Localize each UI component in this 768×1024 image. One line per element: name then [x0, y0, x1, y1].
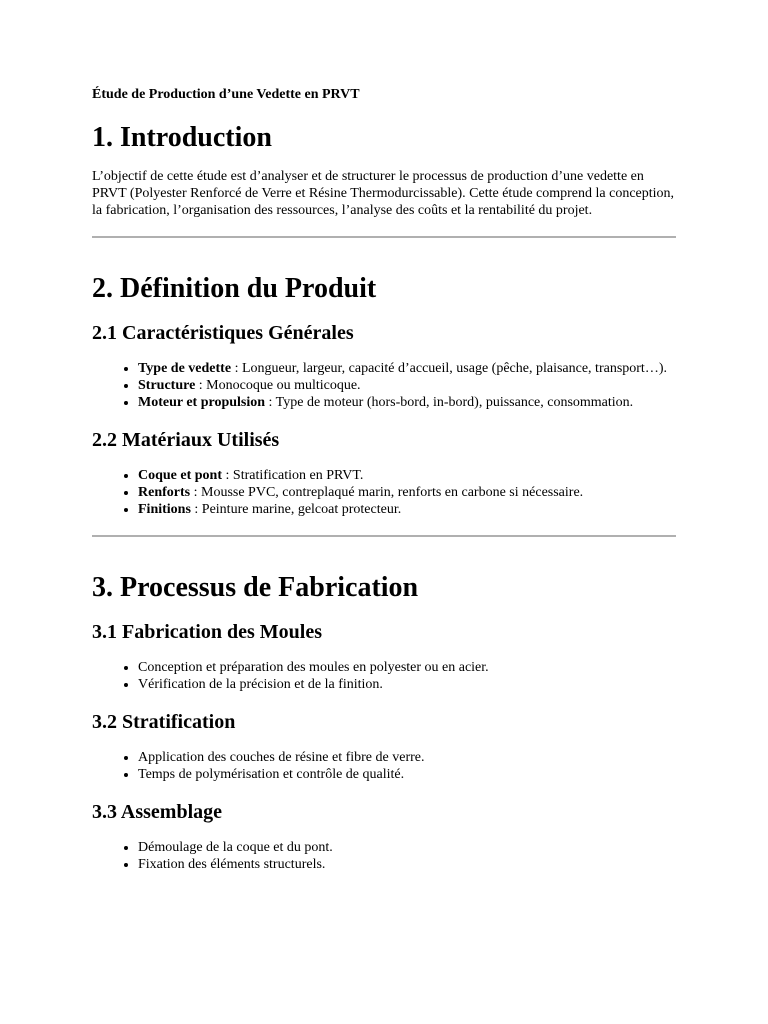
- section-heading-introduction: 1. Introduction: [92, 122, 272, 153]
- list-item: [138, 360, 676, 377]
- list-item: • Fixation des éléments structurels.: [138, 856, 676, 873]
- section-heading-definition: 2. Définition du Produit: [92, 273, 377, 304]
- assembly-list: [92, 839, 676, 873]
- list-item-term: Finitions: [138, 502, 191, 517]
- list-item-term: Type de vedette: [138, 361, 232, 376]
- list-item: [138, 467, 676, 484]
- list-item-text: : Type de moteur (hors-bord, in-bord), puissance, consommation.: [265, 395, 634, 410]
- list-item: [138, 501, 676, 518]
- section-divider: [92, 535, 676, 537]
- list-item: [138, 377, 676, 394]
- list-item-term: Moteur et propulsion: [138, 395, 266, 410]
- list-item-text: : Peinture marine, gelcoat protecteur.: [190, 502, 402, 517]
- stratification-list: [92, 749, 676, 783]
- list-item-text: : Longueur, largeur, capacité d’accueil, usage (pêche, plaisance, transport…).: [231, 361, 667, 376]
- molds-list: [92, 659, 676, 693]
- list-item: • Application des couches de résine et fibre de verre.: [138, 749, 676, 766]
- list-item-text: : Monocoque ou multicoque.: [195, 378, 361, 393]
- subsection-heading-assembly: 3.3 Assemblage: [92, 801, 222, 823]
- list-item-term: Coque et pont: [138, 468, 223, 483]
- document-title: Étude de Production d’une Vedette en PRVT: [92, 87, 360, 102]
- list-item: • Temps de polymérisation et contrôle de qualité.: [138, 766, 676, 783]
- subsection-heading-characteristics: 2.1 Caractéristiques Générales: [92, 322, 354, 344]
- list-item: [138, 484, 676, 501]
- characteristics-list: [92, 360, 676, 411]
- list-item-text: : Stratification en PRVT.: [222, 468, 364, 483]
- section-heading-process: 3. Processus de Fabrication: [92, 572, 419, 603]
- list-item-text: : Mousse PVC, contreplaqué marin, renforts en carbone si nécessaire.: [190, 485, 584, 500]
- subsection-heading-molds: 3.1 Fabrication des Moules: [92, 621, 322, 643]
- subsection-heading-stratification: 3.2 Stratification: [92, 711, 236, 733]
- list-item: [138, 394, 676, 411]
- list-item: • Démoulage de la coque et du pont.: [138, 839, 676, 856]
- introduction-paragraph: L’objectif de cette étude est d’analyser et de structurer le processus de production d’une vedette en PRVT (Polyester Renforcé de Verre et Résine Thermodurcissable). Cette étude comprend la conception, la fabrication, l’organisation des ressources, l’analyse des coûts et la rentabilité du projet.: [92, 169, 675, 218]
- list-item-term: Structure: [138, 378, 196, 393]
- list-item: • Conception et préparation des moules en polyester ou en acier.: [138, 659, 676, 676]
- list-item-term: Renforts: [138, 485, 191, 500]
- subsection-heading-materials: 2.2 Matériaux Utilisés: [92, 429, 280, 451]
- materials-list: [92, 467, 676, 518]
- section-divider: [92, 236, 676, 238]
- list-item: • Vérification de la précision et de la finition.: [138, 676, 676, 693]
